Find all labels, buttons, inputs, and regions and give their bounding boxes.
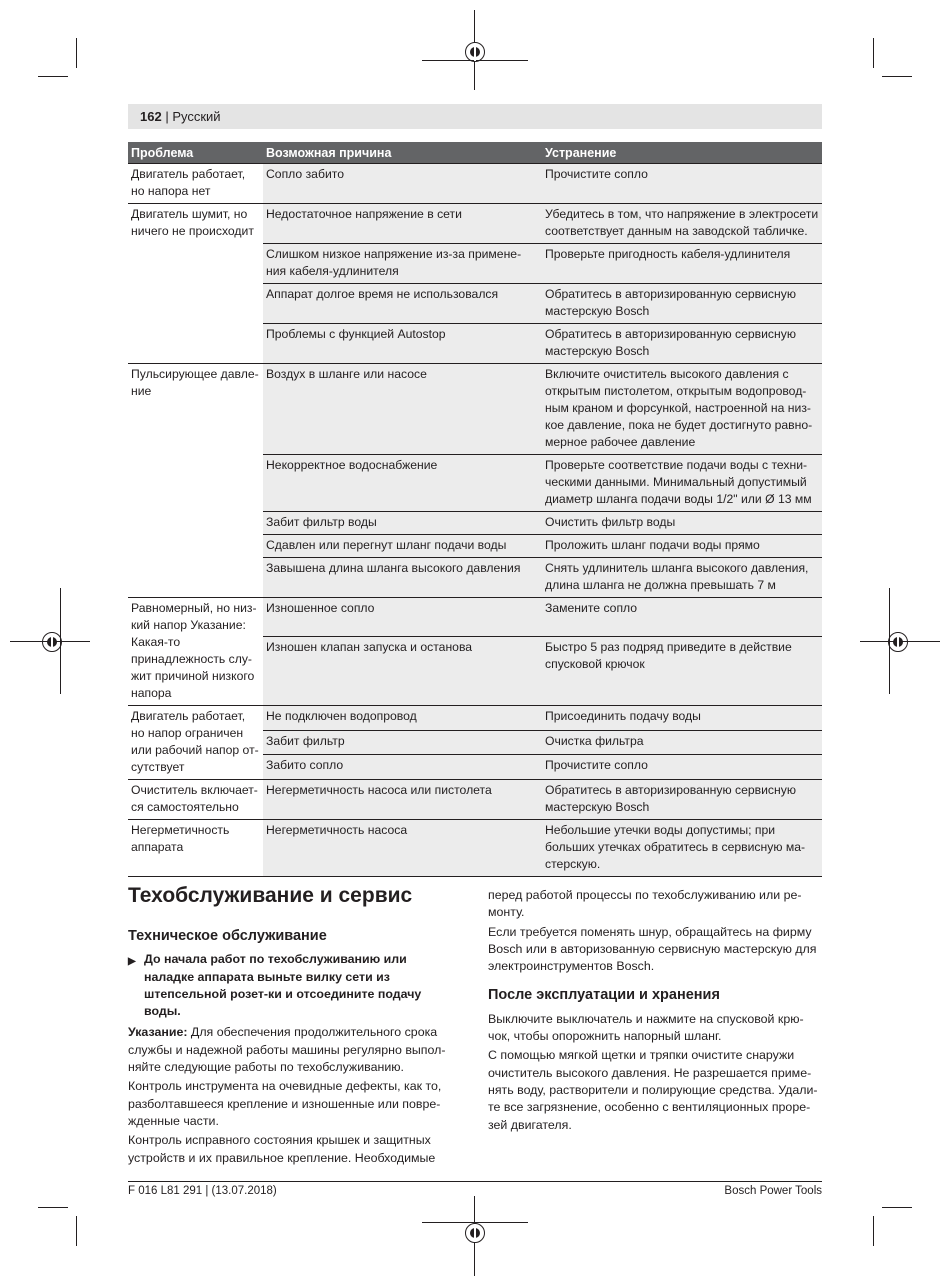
- fix-cell: Присоединить подачу воды: [542, 706, 822, 731]
- cause-cell: Забит фильтр: [263, 730, 542, 755]
- crop-mark: [873, 38, 874, 68]
- registration-target-icon: [465, 42, 485, 62]
- table-header-row: [128, 142, 822, 164]
- paragraph: Если требуется поменять шнур, обращайтесь на фирму Bosch или в авторизованную сервисную мастерскую для электроинструментов Bosch.: [488, 924, 817, 974]
- fix-cell: Небольшие утечки воды допустимы; при больших утечках обратитесь в сервисную ма-стерскую.: [542, 820, 822, 877]
- cause-cell: Сдавлен или перегнут шланг подачи воды: [263, 535, 542, 558]
- cause-cell: Забито сопло: [263, 755, 542, 780]
- registration-target-icon: [888, 632, 908, 652]
- problem-cell: Двигатель шумит, но ничего не происходит: [128, 204, 263, 364]
- fix-cell: Проложить шланг подачи воды прямо: [542, 535, 822, 558]
- warning-text: До начала работ по техобслуживанию или наладке аппарата выньте вилку сети из штепсельной розет-ки и отсоедините подачу воды.: [144, 952, 422, 1019]
- crop-mark: [873, 1216, 874, 1246]
- left-text-column: [128, 928, 458, 1169]
- storage-heading: После эксплуатации и хранения: [488, 987, 720, 1004]
- cause-cell: Изношенное сопло: [263, 598, 542, 637]
- table-row: [128, 820, 822, 877]
- note-label: Указание:: [128, 1025, 188, 1040]
- cause-cell: Забит фильтр воды: [263, 512, 542, 535]
- cause-cell: Проблемы с функцией Autostop: [263, 324, 542, 364]
- troubleshooting-table: [128, 142, 822, 877]
- cause-cell: Воздух в шланге или насосе: [263, 364, 542, 455]
- cause-cell: Слишком низкое напряжение из-за примене-ния кабеля-удлинителя: [263, 244, 542, 284]
- fix-cell: Обратитесь в авторизированную сервисную мастерскую Bosch: [542, 284, 822, 324]
- cause-cell: Аппарат долгое время не использовался: [263, 284, 542, 324]
- problem-cell: Пульсирующее давле-ние: [128, 364, 263, 598]
- column-header: Проблема: [128, 142, 263, 164]
- fix-cell: Прочистите сопло: [542, 164, 822, 204]
- crop-mark: [38, 1207, 68, 1208]
- column-header: Устранение: [542, 142, 822, 164]
- fix-cell: Быстро 5 раз подряд приведите в действие спусковой крючок: [542, 637, 822, 706]
- fix-cell: Проверьте пригодность кабеля-удлинителя: [542, 244, 822, 284]
- paragraph: С помощью мягкой щетки и тряпки очистите снаружи очиститель высокого давления. Не разрешается приме-нять воду, растворители и полирующие средства. Удали-те все загрязнение, особенно с вентиляционных прорe-зей двигателя.: [488, 1048, 818, 1132]
- page-header: 162 | Русский: [128, 104, 822, 129]
- maintenance-heading: Техническое обслуживание: [128, 928, 327, 944]
- fix-cell: Обратитесь в авторизированную сервисную мастерскую Bosch: [542, 780, 822, 820]
- fix-cell: Очистка фильтра: [542, 730, 822, 755]
- table-row: [128, 706, 822, 731]
- column-header: Возможная причина: [263, 142, 542, 164]
- problem-cell: Очиститель включает-ся самостоятельно: [128, 780, 263, 820]
- fix-cell: Включите очиститель высокого давления с открытым пистолетом, открытым водопровод-ным краном и форсункой, настроенной на низ-кое давление, пока не будет достигнуто равно-мерное рабочее давление: [542, 364, 822, 455]
- registration-target-icon: [42, 632, 62, 652]
- fix-cell: Замените сопло: [542, 598, 822, 637]
- warning-bullet: [128, 951, 458, 1020]
- page-footer: [128, 1181, 822, 1197]
- cause-cell: Сопло забито: [263, 164, 542, 204]
- table-row: [128, 780, 822, 820]
- cause-cell: Негерметичность насоса: [263, 820, 542, 877]
- table-body: [128, 164, 822, 877]
- problem-cell: Равномерный, но низ-кий напор Указание: Какая-то принадлежность слу-жит причиной низкого напора: [128, 598, 263, 706]
- fix-cell: Очистить фильтр воды: [542, 512, 822, 535]
- crop-mark: [882, 1207, 912, 1208]
- cause-cell: Негерметичность насоса или пистолета: [263, 780, 542, 820]
- fix-cell: Проверьте соответствие подачи воды с техни-ческими данными. Минимальный допустимый диаметр шланга подачи воды 1/2" или Ø 13 мм: [542, 455, 822, 512]
- registration-target-icon: [465, 1223, 485, 1243]
- paragraph: Выключите выключатель и нажмите на спусковой крю-чок, чтобы опорожнить напорный шланг.: [488, 1011, 804, 1044]
- crop-mark: [882, 76, 912, 77]
- paragraph: перед работой процессы по техобслуживанию или ре-монту.: [488, 888, 802, 920]
- brand-name: Bosch Power Tools: [724, 1185, 822, 1197]
- cause-cell: Завышена длина шланга высокого давления: [263, 558, 542, 598]
- paragraph: Контроль инструмента на очевидные дефекты, как то, разболтавшееся крепление и изношенные или повре-жденные части.: [128, 1079, 442, 1128]
- paragraph: Контроль исправного состояния крышек и защитных устройств и их правильное крепление. Необходимые: [128, 1133, 436, 1165]
- page-language: Русский: [172, 109, 221, 124]
- problem-cell: Двигатель работает, но напор ограничен или рабочий напор от-сутствует: [128, 706, 263, 780]
- right-text-column: [488, 887, 822, 1136]
- cause-cell: Недостаточное напряжение в сети: [263, 204, 542, 244]
- document-number: F 016 L81 291 | (13.07.2018): [128, 1185, 277, 1197]
- note-text: Для обеспечения продолжительного срока службы и надежной работы машины регулярно выпол-няйте следующие работы по техобслуживанию.: [128, 1025, 446, 1075]
- table-row: [128, 598, 822, 637]
- fix-cell: Снять удлинитель шланга высокого давления, длина шланга не должна превышать 7 м: [542, 558, 822, 598]
- cause-cell: Некорректное водоснабжение: [263, 455, 542, 512]
- crop-mark: [76, 1216, 77, 1246]
- page-number: 162: [140, 109, 162, 124]
- table-row: [128, 204, 822, 244]
- problem-cell: Двигатель работает, но напора нет: [128, 164, 263, 204]
- table-row: [128, 164, 822, 204]
- triangle-bullet-icon: ▶: [128, 956, 136, 968]
- table-row: [128, 364, 822, 455]
- fix-cell: Прочистите сопло: [542, 755, 822, 780]
- crop-mark: [38, 76, 68, 77]
- cause-cell: Не подключен водопровод: [263, 706, 542, 731]
- crop-mark: [76, 38, 77, 68]
- section-title: Техобслуживание и сервис: [128, 884, 413, 907]
- fix-cell: Обратитесь в авторизированную сервисную мастерскую Bosch: [542, 324, 822, 364]
- fix-cell: Убедитесь в том, что напряжение в электросети соответствует данным на заводской табличке.: [542, 204, 822, 244]
- cause-cell: Изношен клапан запуска и останова: [263, 637, 542, 706]
- problem-cell: Негерметичность аппарата: [128, 820, 263, 877]
- note-paragraph: [128, 1024, 458, 1076]
